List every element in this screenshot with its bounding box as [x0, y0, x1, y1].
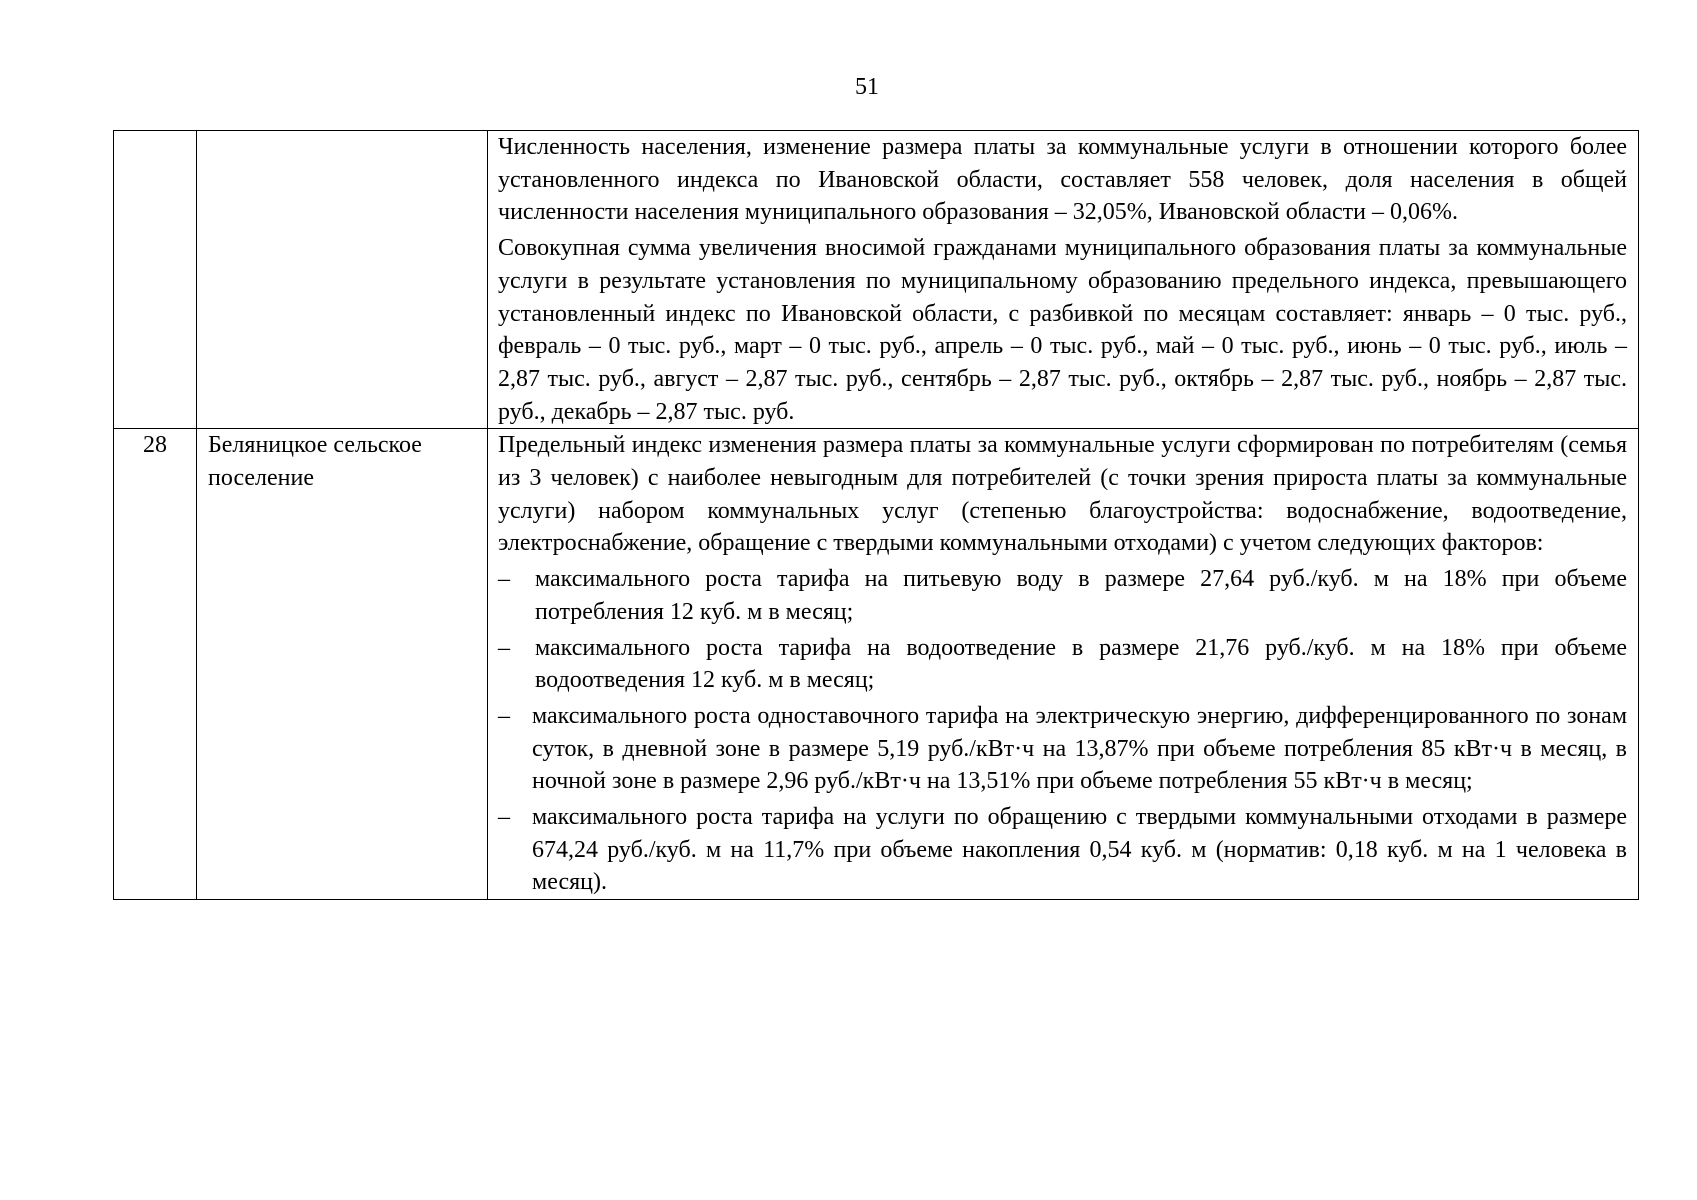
page-number: 51 [855, 74, 879, 100]
dash-bullet: – [498, 566, 510, 593]
dash-bullet: – [498, 634, 510, 661]
factor-text: максимального роста тарифа на водоотведение в размере 21,76 руб./куб. м на 18% при объеме водоотведения 12 куб. м в месяц; [535, 634, 1627, 694]
municipality-name-cell: Беляницкое сельское поселение [197, 429, 488, 900]
row-number-cell [114, 131, 197, 429]
description-cell [488, 429, 1639, 900]
dash-bullet: – [498, 804, 510, 831]
factor-text: максимального роста тарифа на питьевую воду в размере 27,64 руб./куб. м на 18% при объеме потребления 12 куб. м в месяц; [535, 566, 1627, 625]
index-intro-paragraph: Предельный индекс изменения размера платы за коммунальные услуги сформирован по потребителям (семья из 3 человек) с наиболее невыгодным для потребителей (с точки зрения прироста платы за коммунальные услуги) набором коммунальных услуг (степенью благоустройства: водоснабжение, водоотведение, электроснабжение, обращение с твердыми коммунальными отходами) с учетом следующих факторов: [498, 432, 1627, 557]
factor-list-item [498, 801, 1627, 899]
factor-list-item [498, 632, 1627, 697]
row-number-cell: 28 [114, 429, 197, 900]
description-cell [488, 131, 1639, 429]
payment-increase-paragraph: Совокупная сумма увеличения вносимой гражданами муниципального образования платы за коммунальные услуги в результате установления по муниципальному образованию предельного индекса, превышающего установленный индекс по Ивановской области, с разбивкой по месяцам составляет: январь – 0 тыс. руб., февраль – 0 тыс. руб., март – 0 тыс. руб., апрель – 0 тыс. руб., май – 0 тыс. руб., июнь – 0 тыс. руб., июль – 2,87 тыс. руб., август – 2,87 тыс. руб., сентябрь – 2,87 тыс. руб., октябрь – 2,87 тыс. руб., ноябрь – 2,87 тыс. руб., декабрь – 2,87 тыс. руб. [498, 235, 1627, 425]
factor-text: максимального роста одноставочного тарифа на электрическую энергию, дифференцированного по зонам суток, в дневной зоне в размере 5,19 руб./кВт·ч на 13,87% при объеме потребления 85 кВт·ч в месяц, в ночной зоне в размере 2,96 руб./кВт·ч на 13,51% при объеме потребления 55 кВт·ч в месяц; [532, 702, 1627, 795]
factor-list-item [498, 563, 1627, 628]
municipal-index-table [113, 130, 1639, 900]
dash-bullet: – [498, 702, 510, 729]
factor-list-item [498, 700, 1627, 798]
factor-text: максимального роста тарифа на услуги по обращению с твердыми коммунальными отходами в размере 674,24 руб./куб. м на 11,7% при объеме накопления 0,54 куб. м (норматив: 0,18 куб. м на 1 человека в месяц). [532, 804, 1627, 896]
table-row [114, 131, 1639, 429]
table-row [114, 429, 1639, 900]
municipality-name-cell [197, 131, 488, 429]
population-paragraph: Численность населения, изменение размера платы за коммунальные услуги в отношении которого более установленного индекса по Ивановской области, составляет 558 человек, доля населения в общей численности населения муниципального образования – 32,05%, Ивановской области – 0,06%. [498, 134, 1627, 226]
